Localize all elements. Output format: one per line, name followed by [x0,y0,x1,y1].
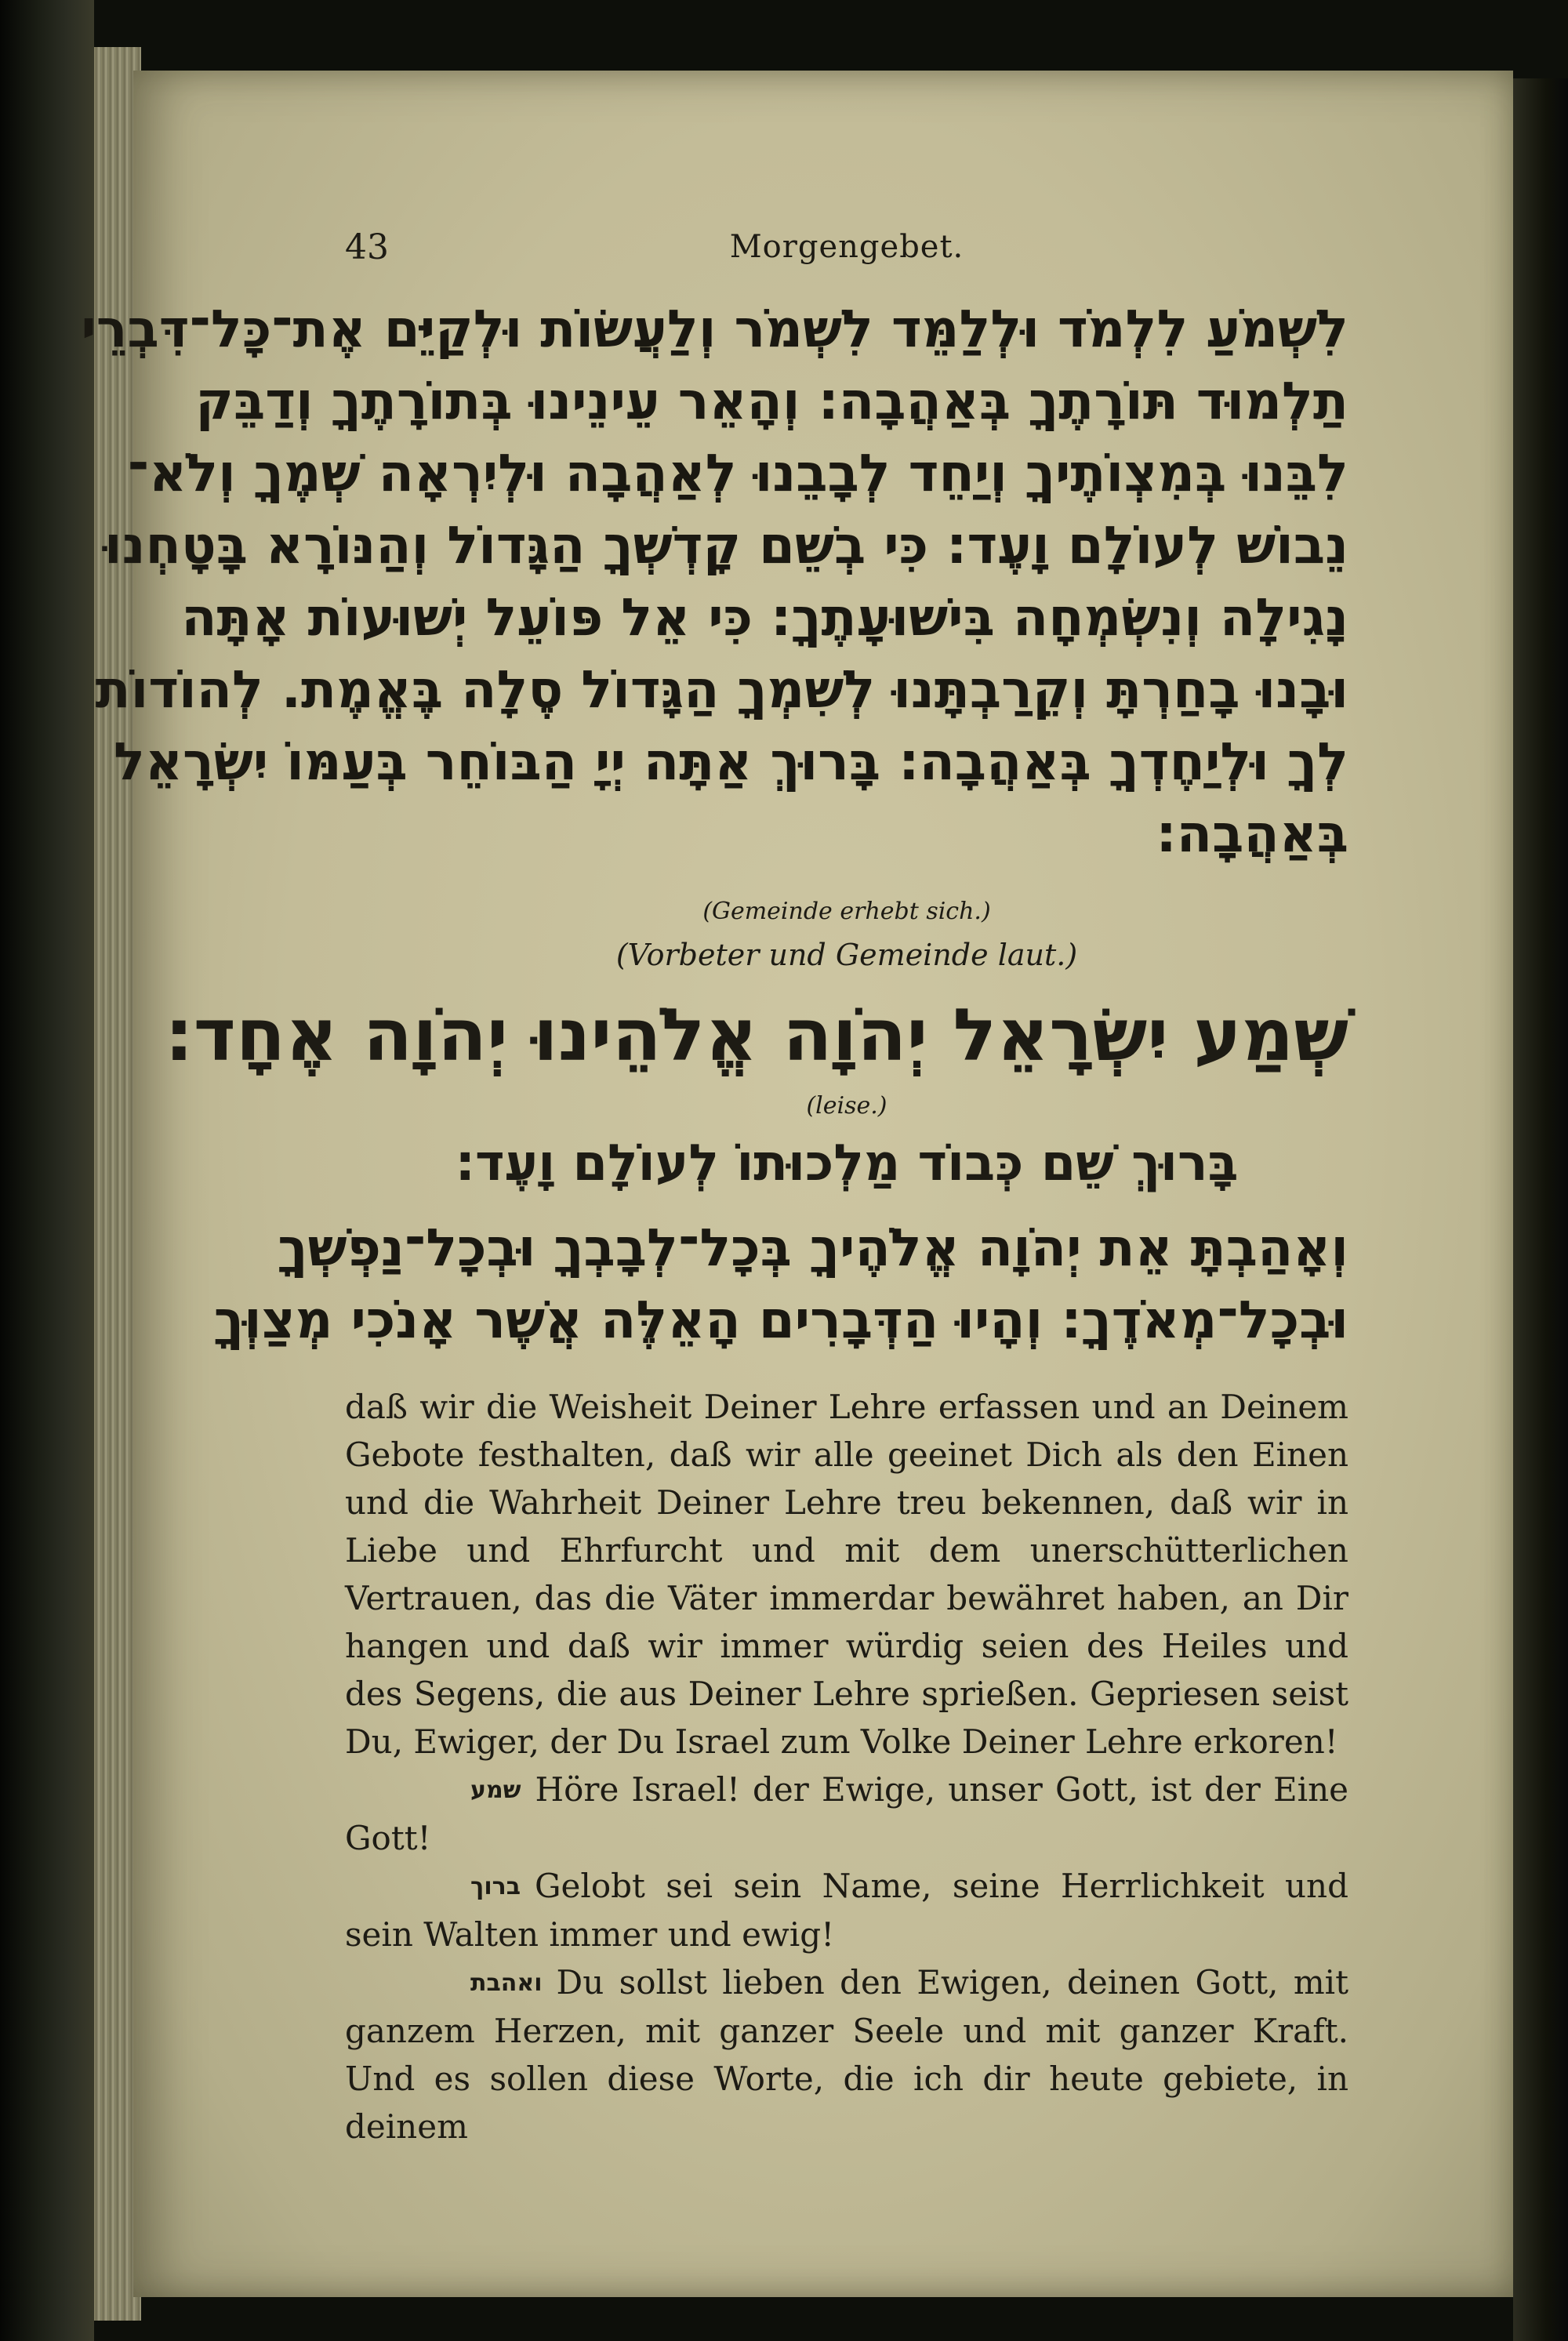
german-baruch-text: Gelobt sei sein Name, seine Herrlichkeit und sein Walten immer und ewig! [345,1867,1348,1954]
hebrew-line: וּבָנוּ בָחַרְתָּ וְקֵרַבְתָּנוּ לְשִׁמְךָ הַגָּדוֹל סֶלָה בֶּאֱמֶת. לְהוֹדוֹת [95,659,1348,720]
rubric-rise: (Gemeinde erhebt sich.) [702,898,991,925]
german-baruch-paragraph [345,1862,1348,1958]
hebrew-reference: ברוך [470,1873,521,1900]
facing-page-edge [1513,78,1568,2341]
hebrew-line: לְךָ וּלְיַחֶדְךָ בְּאַהֲבָה: בָּרוּךְ אַתָּה יְיָ הַבּוֹחֵר בְּעַמּוֹ יִשְׂרָאֵל [114,731,1348,792]
hebrew-prayer-block [81,293,1348,870]
german-translation [345,1383,1348,2150]
shema-line: שְׁמַע יִשְׂרָאֵל יְהֹוָה אֱלֹהֵינוּ יְהֹוָה אֶחָד: [164,993,1348,1077]
hebrew-reference: שמע [470,1777,521,1804]
german-paragraph: daß wir die Weisheit Deiner Lehre erfassen und an Deinem Gebote festhalten, daß wir alle geeinet Dich als den Einen und die Wahrheit Deiner Lehre treu bekennen, daß wir in Liebe und Ehrfurcht und mit dem unerschütterlichen Vertrauen, das die Väter immerdar bewähret haben, an Dir hangen und daß wir immer würdig seien des Heiles und des Segens, die aus Deiner Lehre sprießen. Gepriesen seist Du, Ewiger, der Du Israel zum Volke Deiner Lehre erkoren! [345,1388,1348,1761]
hebrew-line: נֵבוֹשׁ לְעוֹלָם וָעֶד: כִּי בְשֵׁם קָדְשְׁךָ הַגָּדוֹל וְהַנּוֹרָא בָּטָחְנוּ [104,515,1348,575]
hebrew-line: וּבְכָל־מְאֹדֶךָ: וְהָיוּ הַדְּבָרִים הָאֵלֶּה אֲשֶׁר אָנֹכִי מְצַוְּךָ [213,1290,1348,1350]
baruch-line: בָּרוּךְ שֵׁם כְּבוֹד מַלְכוּתוֹ לְעוֹלָם וָעֶד: [455,1134,1239,1192]
page-number: 43 [345,227,389,267]
vahavta-block [213,1212,1348,1356]
hebrew-line: וְאָהַבְתָּ אֵת יְהֹוָה אֱלֹהֶיךָ בְּכָל־לְבָבְךָ וּבְכָל־נַפְשְׁךָ [278,1218,1348,1278]
german-vahavta-text: Du sollst lieben den Ewigen, deinen Gott, mit ganzem Herzen, mit ganzer Seele und mit ganzer Kraft. Und es sollen diese Worte, die ich dir heute gebiete, in deinem [345,1963,1348,2146]
page-header [345,227,1348,274]
hebrew-line: תַלְמוּד תּוֹרָתֶךָ בְּאַהֲבָה: וְהָאֵר עֵינֵינוּ בְּתוֹרָתֶךָ וְדַבֵּק [195,371,1348,431]
german-shema-paragraph [345,1766,1348,1862]
page-content [81,227,1348,2150]
hebrew-reference: ואהבת [470,1969,543,1997]
german-shema-text: Höre Israel! der Ewige, unser Gott, ist der Eine Gott! [345,1770,1348,1857]
book-spine [0,0,94,2341]
hebrew-line: בְּאַהֲבָה: [1156,804,1348,864]
hebrew-line: לִשְׁמֹעַ לִלְמֹד וּלְלַמֵּד לִשְׁמֹר וְלַעֲשׂוֹת וּלְקַיֵּם אֶת־כָּל־דִּבְרֵי [81,299,1348,359]
running-title: Morgengebet. [729,229,964,265]
hebrew-line: נָגִילָה וְנִשְׂמְחָה בִּישׁוּעָתֶךָ: כִּי אֵל פּוֹעֵל יְשׁוּעוֹת אָתָּה [181,587,1348,648]
rubric-quiet: (leise.) [806,1092,887,1120]
rubric-aloud: (Vorbeter und Gemeinde laut.) [615,938,1078,972]
german-vahavta-paragraph [345,1958,1348,2150]
hebrew-line: לִבֵּנוּ בְּמִצְוֹתֶיךָ וְיַחֵד לְבָבֵנוּ לְאַהֲבָה וּלְיִרְאָה שְׁמֶךָ וְלֹא־ [127,443,1348,503]
